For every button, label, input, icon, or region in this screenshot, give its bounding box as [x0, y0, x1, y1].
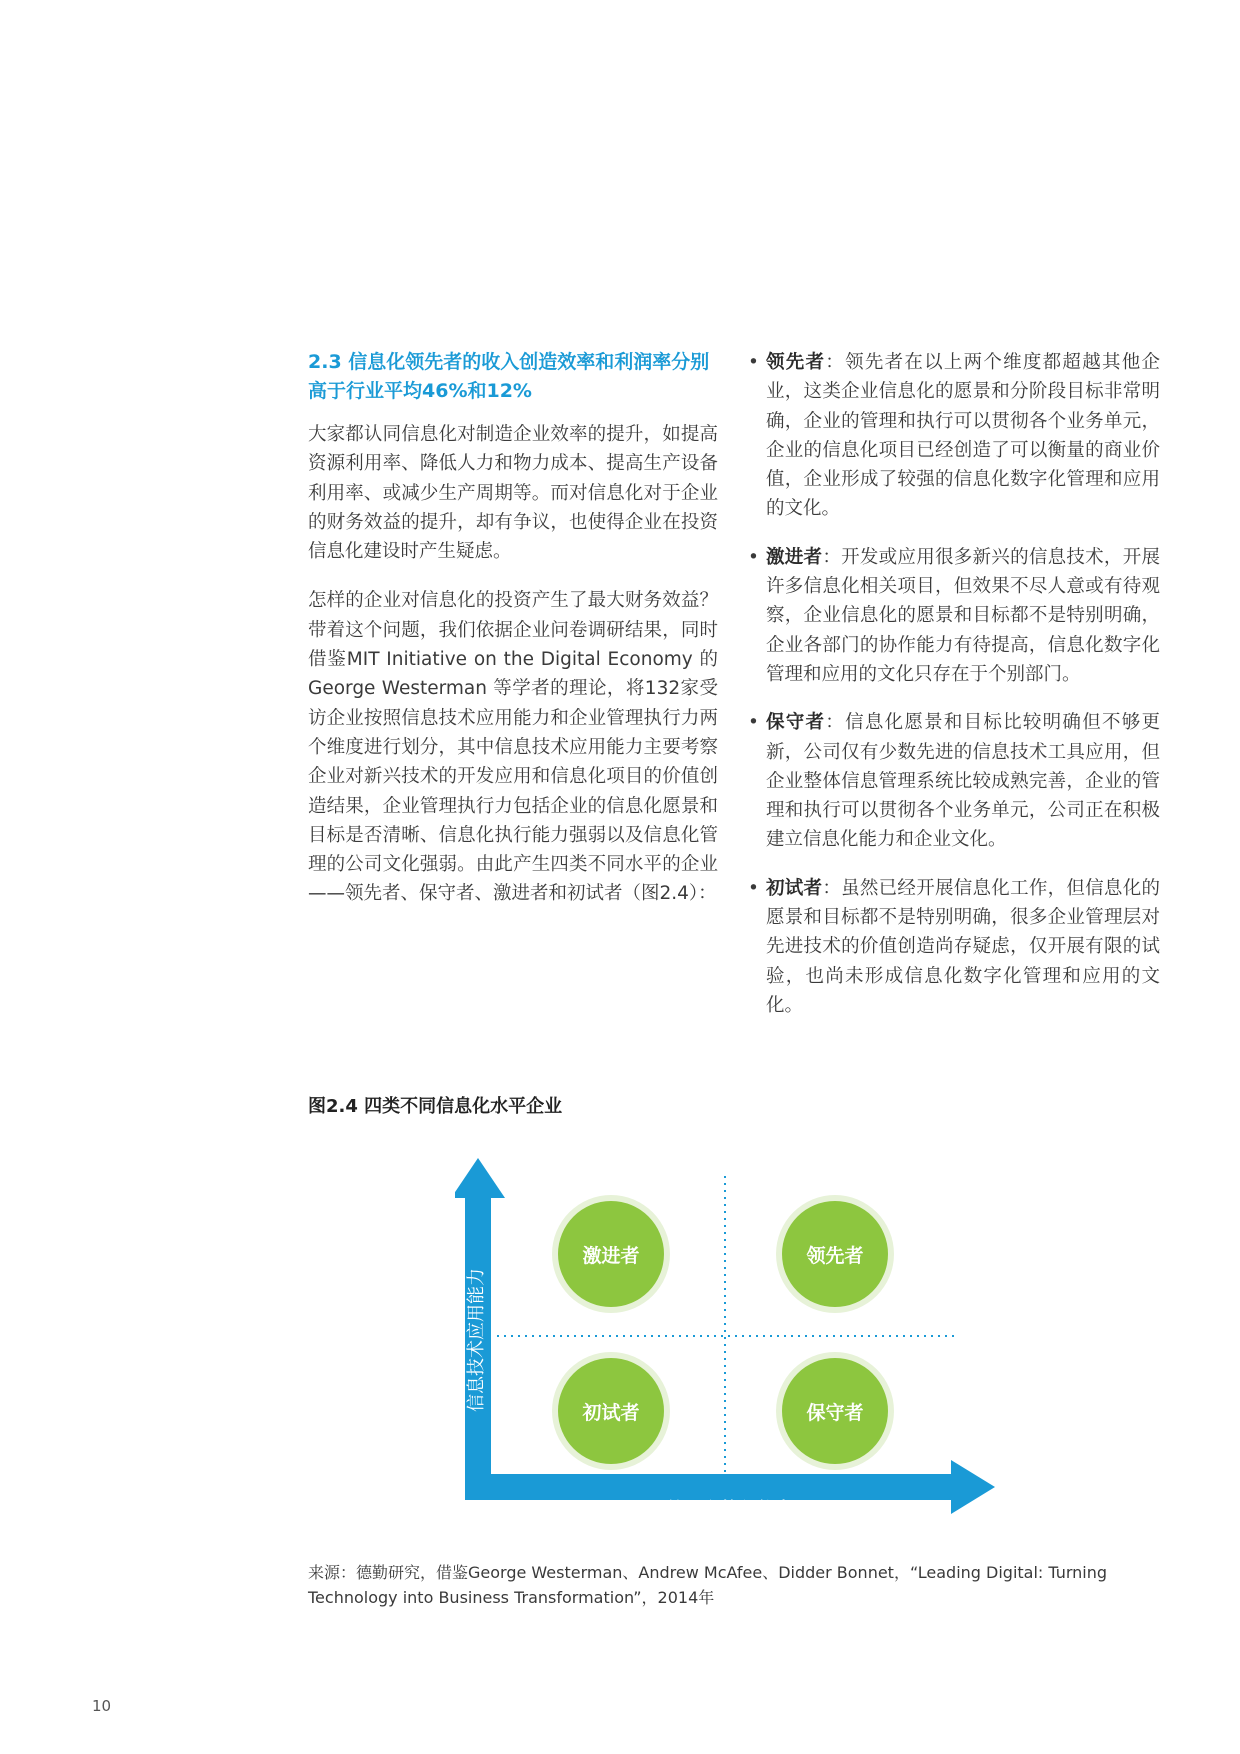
paragraph-1: 大家都认同信息化对制造企业效率的提升，如提高资源利用率、降低人力和物力成本、提高生产设备利用率、或减少生产周期等。而对信息化对于企业的财务效益的提升，却有争议，也使得企业在投资信息化建设时产生疑虑。: [308, 424, 718, 563]
y-axis-arrowhead: [455, 1158, 505, 1198]
x-axis-label: 管理和执行能力: [667, 1499, 793, 1520]
category-list: [748, 348, 1160, 1020]
term-beginner: 初试者: [766, 877, 823, 899]
paragraph-2: 怎样的企业对信息化的投资产生了最大财务效益？带着这个问题，我们依据企业问卷调研结果，同时借鉴MIT Initiative on the Digital Economy 的George Westerman 等学者的理论，将132家受访企业按照信息技术应用能力和企业管理执行力两个维度进行划分，其中信息技术应用能力主要考察企业对新兴技术的开发应用和信息化项目的价值创造结果，企业管理执行力包括企业的信息化愿景和目标是否清晰、信息化执行能力强弱以及信息化管理的公司文化强弱。由此产生四类不同水平的企业——领先者、保守者、激进者和初试者（图2.4）：: [308, 590, 718, 905]
term-sep: ：: [822, 546, 842, 568]
quadrant-diagram: [455, 1158, 995, 1533]
right-column: [748, 348, 1160, 1039]
term-sep: ：: [825, 712, 846, 734]
term-leader: 领先者: [766, 352, 826, 373]
left-column: [308, 348, 718, 929]
quadrant-aggressive: 激进者: [558, 1201, 664, 1307]
figure-title: 图2.4 四类不同信息化水平企业: [308, 1096, 563, 1117]
desc-leader: 领先者在以上两个维度都超越其他企业，这类企业信息化的愿景和分阶段目标非常明确，企业的管理和执行可以贯彻各个业务单元，企业的信息化项目已经创造了可以衡量的商业价值，企业形成了较强的信息化数字化管理和应用的文化。: [766, 352, 1160, 520]
list-item-aggressive: [748, 543, 1160, 689]
quadrant-beginner: 初试者: [558, 1358, 664, 1464]
source-note: 来源：德勤研究，借鉴George Westerman、Andrew McAfee、Didder Bonnet，“Leading Digital: Turning Technology into Business Transformation”，2014年: [308, 1563, 1108, 1607]
term-sep: ：: [825, 352, 846, 373]
x-axis-shaft: [465, 1474, 951, 1500]
list-item-leader: [748, 348, 1160, 524]
section-heading: 2.3 信息化领先者的收入创造效率和利润率分别高于行业平均46%和12%: [308, 351, 710, 402]
desc-aggressive: 开发或应用很多新兴的信息技术，开展许多信息化相关项目，但效果不尽人意或有待观察，企业信息化的愿景和目标都不是特别明确，企业各部门的协作能力有待提高，信息化数字化管理和应用的文化只存在于个别部门。: [766, 546, 1160, 685]
page-number: 10: [92, 1697, 112, 1715]
term-conservative: 保守者: [766, 712, 826, 734]
quadrant-conservative: 保守者: [782, 1358, 888, 1464]
term-sep: ：: [822, 877, 842, 899]
list-item-conservative: [748, 708, 1160, 854]
desc-beginner: 虽然已经开展信息化工作，但信息化的愿景和目标都不是特别明确，很多企业管理层对先进技术的价值创造尚存疑虑，仅开展有限的试验，也尚未形成信息化数字化管理和应用的文化。: [766, 877, 1160, 1016]
term-aggressive: 激进者: [766, 546, 823, 568]
x-axis-arrowhead: [951, 1460, 995, 1514]
list-item-beginner: [748, 874, 1160, 1020]
quadrant-leader: 领先者: [782, 1201, 888, 1307]
desc-conservative: 信息化愿景和目标比较明确但不够更新，公司仅有少数先进的信息技术工具应用，但企业整体信息管理系统比较成熟完善，企业的管理和执行可以贯彻各个业务单元，公司正在积极建立信息化能力和企业文化。: [766, 712, 1160, 851]
y-axis-label: 信息技术应用能力: [466, 1268, 487, 1412]
